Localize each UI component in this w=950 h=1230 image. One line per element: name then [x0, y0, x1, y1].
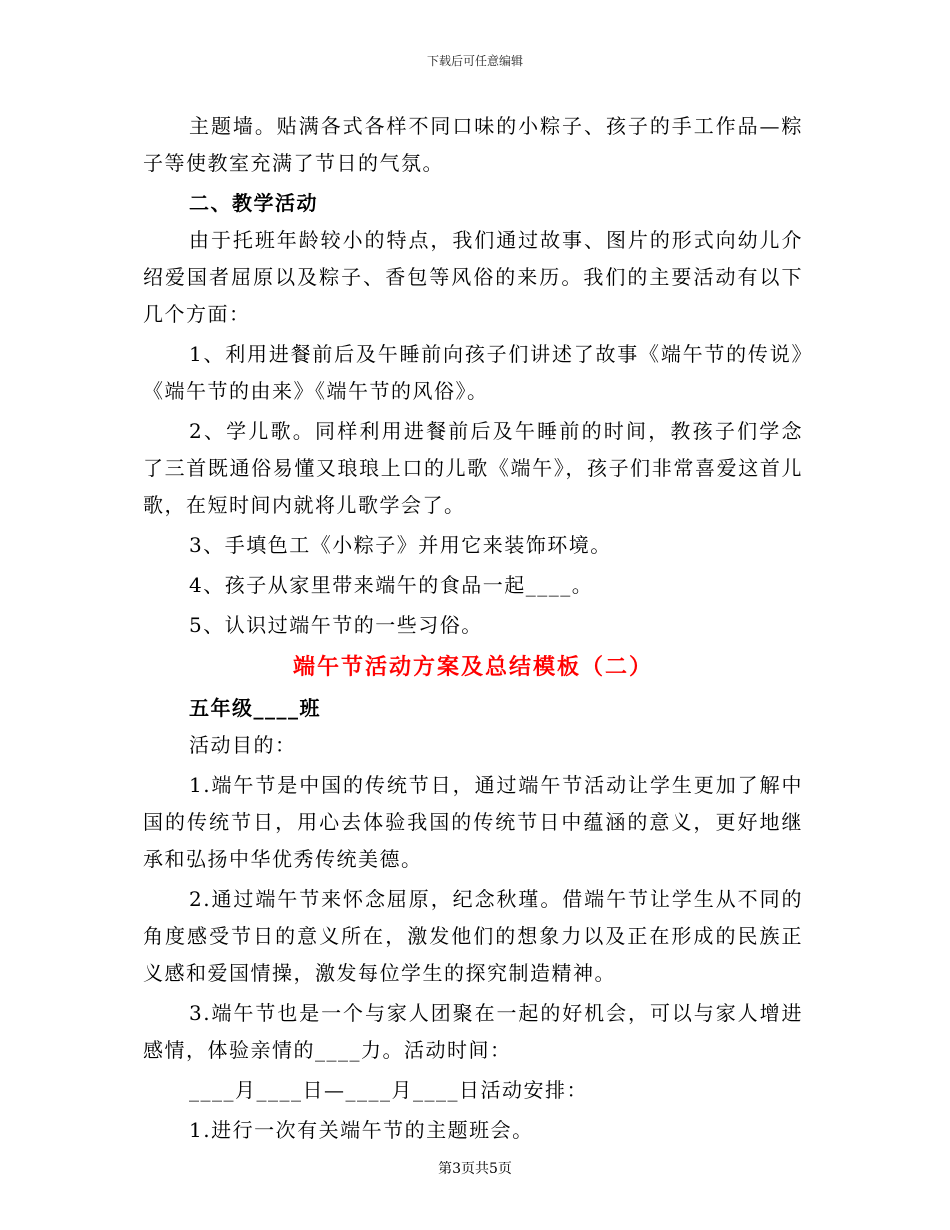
paragraph-theme-wall: 主题墙。贴满各式各样不同口味的小粽子、孩子的手工作品—粽子等使教室充满了节日的气氛。 — [143, 114, 803, 175]
list-item-3: 3、手填色工《小粽子》并用它来装饰环境。 — [189, 533, 612, 557]
page-header-note: 下载后可任意编辑 — [426, 54, 523, 68]
purpose-item-3: 3.端午节也是一个与家人团聚在一起的好机会，可以与家人增进感情，体验亲情的____力。活动时间： — [143, 1001, 803, 1062]
class-line: 五年级____班 — [189, 696, 321, 720]
document-body — [143, 108, 803, 1149]
list-item-1: 1、利用进餐前后及午睡前向孩子们讲述了故事《端午节的传说》《端午节的由来》《端午节的风俗》。 — [143, 342, 803, 403]
section-title: 端午节活动方案及总结模板（二） — [292, 654, 653, 680]
list-item-2: 2、学儿歌。同样利用进餐前后及午睡前的时间，教孩子们学念了三首既通俗易懂又琅琅上口的儿歌《端午》，孩子们非常喜爱这首儿歌，在短时间内就将儿歌学会了。 — [143, 419, 803, 517]
purpose-item-2: 2.通过端午节来怀念屈原，纪念秋瑾。借端午节让学生从不同的角度感受节日的意义所在，激发他们的想象力以及正在形成的民族正义感和爱国情操，激发每位学生的探究制造精神。 — [143, 887, 803, 985]
arrangement-item-1: 1.进行一次有关端午节的主题班会。 — [189, 1118, 534, 1142]
list-item-5: 5、认识过端午节的一些习俗。 — [189, 613, 483, 637]
list-item-4: 4、孩子从家里带来端午的食品一起____。 — [189, 573, 594, 597]
heading-teaching-activities: 二、教学活动 — [189, 191, 318, 215]
paragraph-intro: 由于托班年龄较小的特点，我们通过故事、图片的形式向幼儿介绍爱国者屈原以及粽子、香包等风俗的来历。我们的主要活动有以下几个方面： — [143, 228, 803, 326]
page-footer-number: 第3页共5页 — [438, 1161, 512, 1177]
activity-time-line: ____月____日—____月____日活动安排： — [189, 1078, 588, 1102]
purpose-item-1: 1.端午节是中国的传统节日，通过端午节活动让学生更加了解中国的传统节日，用心去体验我国的传统节日中蕴涵的意义，更好地继承和弘扬中华优秀传统美德。 — [143, 773, 803, 871]
heading-activity-purpose: 活动目的： — [189, 733, 297, 757]
